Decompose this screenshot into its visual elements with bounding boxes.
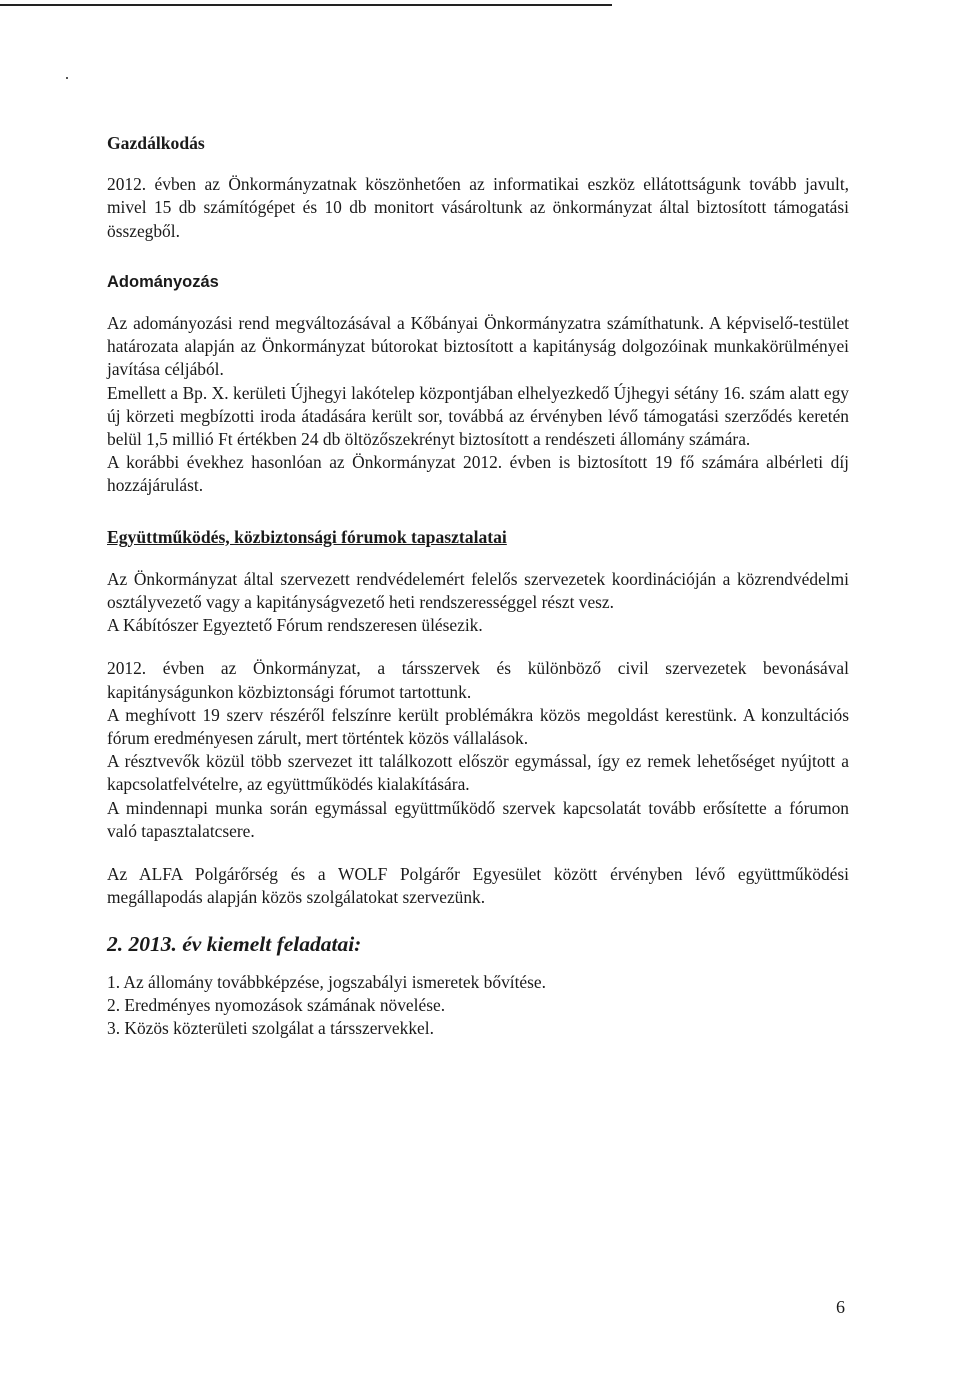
- section-title-gazdalkodas: Gazdálkodás: [107, 133, 205, 153]
- paragraph-egyuttmukodes-3: 2012. évben az Önkormányzat, a társszervek és különböző civil szervezetek bevonásával kapitányságunkon közbiztonsági fórumot tartottunk.: [107, 658, 849, 702]
- page-number: 6: [836, 1297, 845, 1317]
- top-border-line: [0, 4, 612, 6]
- paragraph-egyuttmukodes-2: A Kábítószer Egyeztető Fórum rendszeresen ülésezik.: [107, 615, 483, 636]
- scan-speck: [66, 77, 68, 79]
- paragraph-egyuttmukodes-5: A résztvevők közül több szervezet itt találkozott először egymással, így ez remek lehetőséget nyújtott a kapcsolatfelvételre, az együttműködés kialakítására.: [107, 751, 849, 795]
- paragraph-adomanyozas-1: Az adományozási rend megváltozásával a Kőbányai Önkormányzatra számíthatunk. A képviselő-testület határozata alapján az Önkormányzat bútorokat biztosított a kapitányság dolgozóinak munkakörülményei javítása céljából.: [107, 313, 849, 380]
- paragraph-gazdalkodas: 2012. évben az Önkormányzatnak köszönhetően az informatikai eszköz ellátottságunk tovább javult, mivel 15 db számítógépet és 10 db monitort vásároltunk az önkormányzat által biztosított támogatási összegből.: [107, 174, 849, 241]
- section-feladatok: [107, 933, 849, 1040]
- paragraph-egyuttmukodes-6: A mindennapi munka során egymással együttműködő szervek kapcsolatát tovább erősítette a fórumon való tapasztalatcsere.: [107, 797, 849, 841]
- paragraph-egyuttmukodes-7: Az ALFA Polgárőrség és a WOLF Polgárőr Egyesület között érvényben lévő együttműködési megállapodás alapján közös szolgálatokat szervezünk.: [107, 864, 849, 908]
- list-item: 3. Közös közterületi szolgálat a társszervekkel.: [107, 1018, 434, 1039]
- section-gazdalkodas: [107, 132, 849, 243]
- document-page: [107, 132, 849, 1040]
- paragraph-egyuttmukodes-1: Az Önkormányzat által szervezett rendvédelemért felelős szervezetek koordinációján a közrendvédelmi osztályvezető vagy a kapitányságvezető heti rendszerességgel részt vesz.: [107, 568, 849, 613]
- paragraph-adomanyozas-3: A korábbi évekhez hasonlóan az Önkormányzat 2012. évben is biztosított 19 fő számára albérleti díj hozzájárulást.: [107, 452, 849, 496]
- section-title-adomanyozas: Adományozás: [107, 272, 219, 291]
- list-item: 1. Az állomány továbbképzése, jogszabályi ismeretek bővítése.: [107, 971, 546, 992]
- section-adomanyozas: [107, 271, 849, 498]
- task-list: [107, 971, 849, 1041]
- paragraph-egyuttmukodes-4: A meghívott 19 szerv részéről felszínre került problémákra közös megoldást kerestünk. A konzultációs fórum eredményesen zárult, mert történtek közös vállalások.: [107, 704, 849, 749]
- paragraph-adomanyozas-2: Emellett a Bp. X. kerületi Újhegyi lakótelep központjában elhelyezkedő Újhegyi sétány 16. szám alatt egy új körzeti megbízotti iroda átadására került sor, továbbá az érvényben lévő támogatási szerződés keretén belül 1,5 millió Ft értékben 24 db öltözőszekrényt biztosított a rendészeti állomány számára.: [107, 382, 849, 450]
- list-item: 2. Eredményes nyomozások számának növelése.: [107, 994, 446, 1015]
- section-title-feladatok: 2. 2013. év kiemelt feladatai:: [107, 932, 362, 957]
- section-egyuttmukodes: [107, 526, 849, 910]
- section-title-egyuttmukodes: Együttműködés, közbiztonsági fórumok tapasztalatai: [107, 526, 507, 547]
